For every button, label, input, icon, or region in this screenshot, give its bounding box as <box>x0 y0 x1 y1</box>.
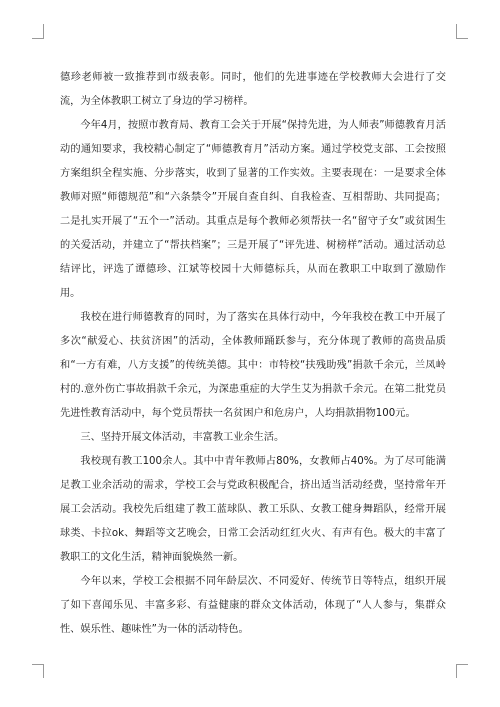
paragraph-ethics-month: 今年4月，按照市教育局、教育工会关于开展“保持先进，为人师表”师德教育月活动的通知要求，我校精心制定了“师德教育月”活动方案。通过学校党支部、工会按照方案组织全程实施、分步落实，收到了显著的工作实效。主要表现在：一是要求全体教师对照“师德规范”和“六条禁令”开展自查自纠、自我检查、互相帮助、共同提高；二是扎实开展了“五个一”活动。其重点是每个教师必须帮扶一名“留守子女”或贫困生的关爱活动，并建立了“帮扶档案”；三是开展了“评先进、树榜样”活动。通过活动总结评比，评选了谭德珍、江斌等校园十大师德标兵，从而在教职工中取到了激励作用。 <box>60 120 446 299</box>
document-body <box>60 66 446 642</box>
paragraph-staff-activities: 我校现有教工100余人。其中中青年教师占80%，女教师占40%。为了尽可能满足教工业余活动的需求，学校工会与党政积极配合，挤出适当活动经费，坚持常年开展工会活动。我校先后组建了教工蓝球队、教工乐队、女教工健身舞蹈队，经常开展球类、卡拉ok、舞蹈等文艺晚会，日常工会活动红红火火、有声有色。极大的丰富了教职工的文化生活，精神面貌焕然一新。 <box>60 456 446 563</box>
paragraph-charity: 我校在进行师德教育的同时，为了落实在具体行动中，今年我校在教工中开展了多次“献爱心、扶贫济困”的活动，全体教师踊跃参与，充分体现了教师的高贵品质和“一方有难，八方支援”的传统美德。其中：市特校“扶残助残”捐款千余元，兰凤岭村的.意外伤亡事故捐款千余元，为深患重症的大学生艾为捐款千余元。在第二批党员先进性教育活动中，每个党员帮扶一名贫困户和危房户，人均捐款捐物100元。 <box>60 312 446 419</box>
paragraph-continuation: 德珍老师被一致推荐到市级表彰。同时，他们的先进事迹在学校教师大会进行了交流，为全体教职工树立了身边的学习榜样。 <box>60 72 446 107</box>
paragraph-cultural-events: 今年以来，学校工会根据不同年龄层次、不同爱好、传统节日等特点，组织开展了如下喜闻乐见、丰富多彩、有益健康的群众文体活动，体现了“人人参与，集群众性、娱乐性、趣味性”为一体的活动特色。 <box>60 576 446 635</box>
section-heading: 三、坚持开展文体活动，丰富教工业余生活。 <box>80 432 285 443</box>
